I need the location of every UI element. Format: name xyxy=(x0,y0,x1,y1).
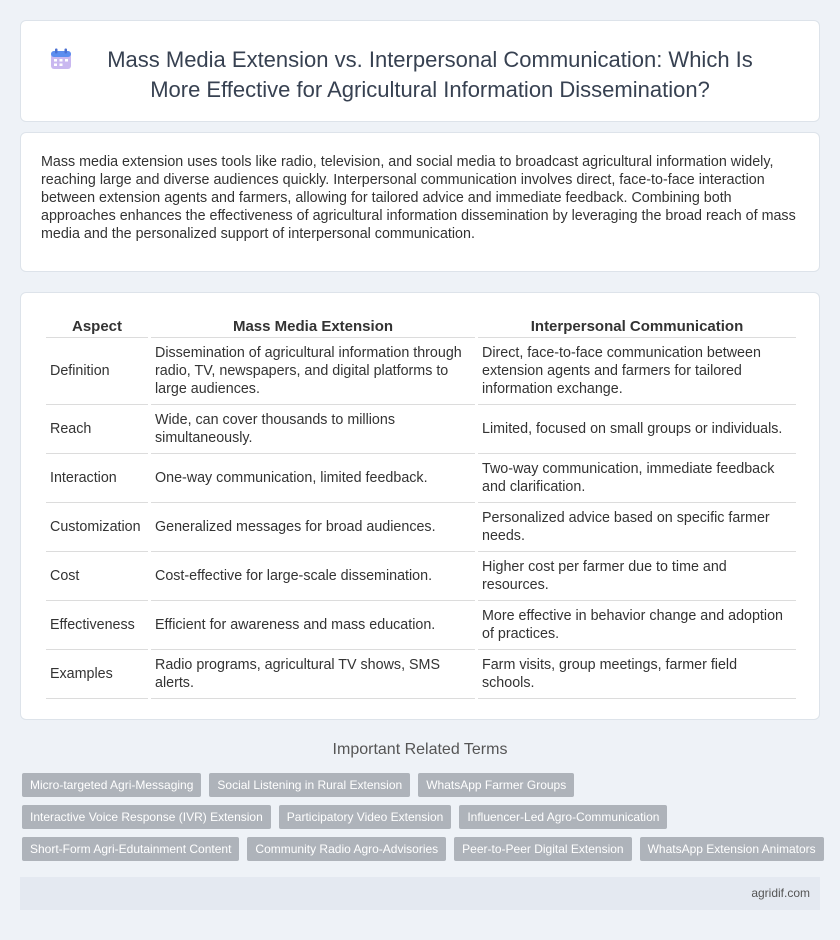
term-tag[interactable]: Community Radio Agro-Advisories xyxy=(247,837,446,861)
cell-aspect: Customization xyxy=(46,503,148,552)
term-tag[interactable]: WhatsApp Farmer Groups xyxy=(418,773,574,797)
table-row xyxy=(46,503,796,552)
comparison-table xyxy=(43,313,799,699)
table-row xyxy=(46,601,796,650)
cell-mass-media: Dissemination of agricultural information through radio, TV, newspapers, and digital platforms to large audiences. xyxy=(151,338,475,405)
cell-interpersonal: More effective in behavior change and adoption of practices. xyxy=(478,601,796,650)
footer-site-link[interactable]: agridif.com xyxy=(751,886,810,900)
term-tag[interactable]: Peer-to-Peer Digital Extension xyxy=(454,837,631,861)
cell-aspect: Interaction xyxy=(46,454,148,503)
term-tag[interactable]: WhatsApp Extension Animators xyxy=(640,837,824,861)
cell-mass-media: Radio programs, agricultural TV shows, SMS alerts. xyxy=(151,650,475,699)
comparison-table-card xyxy=(20,292,820,720)
term-tag[interactable]: Short-Form Agri-Edutainment Content xyxy=(22,837,239,861)
header-interpersonal: Interpersonal Communication xyxy=(478,313,796,338)
cell-aspect: Effectiveness xyxy=(46,601,148,650)
table-row xyxy=(46,552,796,601)
cell-interpersonal: Direct, face-to-face communication between extension agents and farmers for tailored information exchange. xyxy=(478,338,796,405)
term-tag[interactable]: Social Listening in Rural Extension xyxy=(209,773,410,797)
cell-interpersonal: Personalized advice based on specific farmer needs. xyxy=(478,503,796,552)
term-tag[interactable]: Influencer-Led Agro-Communication xyxy=(459,805,667,829)
term-tag[interactable]: Participatory Video Extension xyxy=(279,805,452,829)
table-row xyxy=(46,454,796,503)
cell-interpersonal: Higher cost per farmer due to time and resources. xyxy=(478,552,796,601)
term-tag[interactable]: Interactive Voice Response (IVR) Extension xyxy=(22,805,271,829)
cell-mass-media: One-way communication, limited feedback. xyxy=(151,454,475,503)
cell-mass-media: Cost-effective for large-scale dissemination. xyxy=(151,552,475,601)
table-row xyxy=(46,338,796,405)
header-aspect: Aspect xyxy=(46,313,148,338)
page-title-line2: More Effective for Agricultural Information Dissemination? xyxy=(150,77,710,102)
intro-card xyxy=(20,132,820,272)
cell-interpersonal: Two-way communication, immediate feedback and clarification. xyxy=(478,454,796,503)
page-title xyxy=(51,45,809,105)
cell-mass-media: Wide, can cover thousands to millions simultaneously. xyxy=(151,405,475,454)
cell-mass-media: Efficient for awareness and mass education. xyxy=(151,601,475,650)
cell-aspect: Examples xyxy=(46,650,148,699)
cell-aspect: Reach xyxy=(46,405,148,454)
cell-mass-media: Generalized messages for broad audiences. xyxy=(151,503,475,552)
table-header-row xyxy=(46,313,796,338)
intro-paragraph: Mass media extension uses tools like radio, television, and social media to broadcast agricultural information widely, reaching large and diverse audiences quickly. Interpersonal communication involves direct, face-to-face interaction between extension agents and farmers, allowing for tailored advice and immediate feedback. Combining both approaches enhances the effectiveness of agricultural information dissemination by leveraging the broad reach of mass media and the personalized support of interpersonal communication. xyxy=(41,154,796,242)
page-title-line1: Mass Media Extension vs. Interpersonal Communication: Which Is xyxy=(107,47,753,72)
cell-interpersonal: Limited, focused on small groups or individuals. xyxy=(478,405,796,454)
title-card xyxy=(20,20,820,122)
header-mass-media: Mass Media Extension xyxy=(151,313,475,338)
cell-interpersonal: Farm visits, group meetings, farmer field schools. xyxy=(478,650,796,699)
related-terms-row-3 xyxy=(22,837,832,861)
table-row xyxy=(46,650,796,699)
related-terms-row-1 xyxy=(22,773,582,797)
cell-aspect: Cost xyxy=(46,552,148,601)
related-terms-heading: Important Related Terms xyxy=(332,741,508,758)
table-row xyxy=(46,405,796,454)
related-terms-row-2 xyxy=(22,805,675,829)
cell-aspect: Definition xyxy=(46,338,148,405)
footer xyxy=(20,877,820,910)
term-tag[interactable]: Micro-targeted Agri-Messaging xyxy=(22,773,201,797)
